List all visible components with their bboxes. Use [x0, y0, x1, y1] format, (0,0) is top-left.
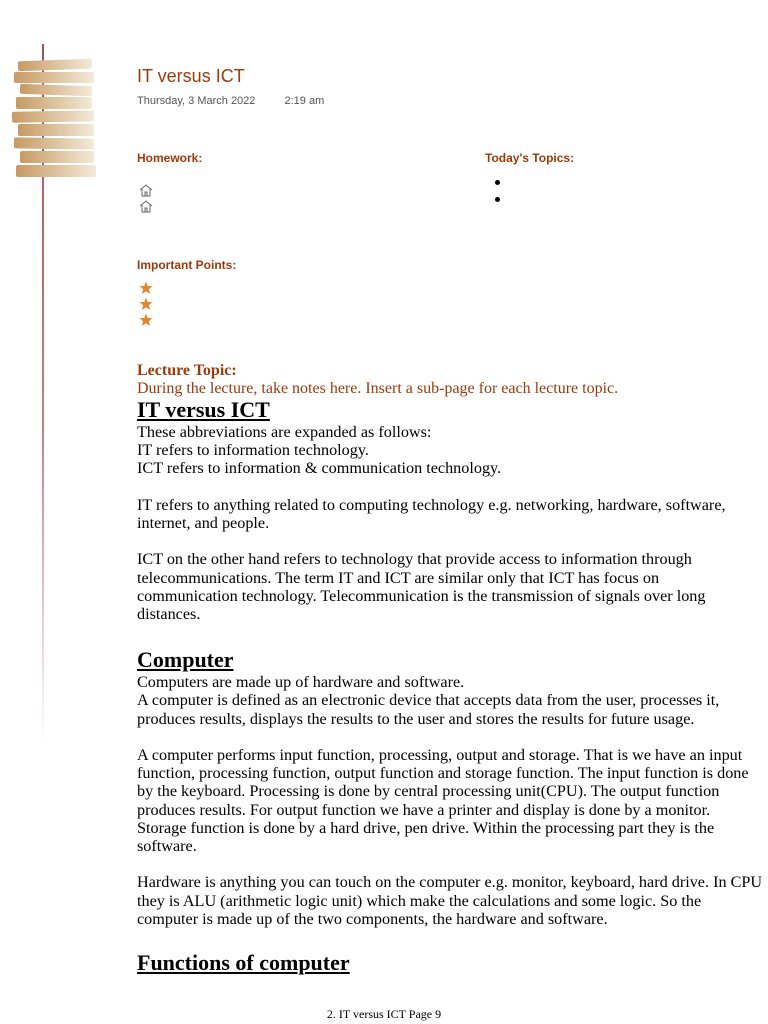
text-line: IT refers to information technology. [137, 441, 369, 460]
notes-content [137, 397, 763, 976]
homework-label: Homework: [137, 151, 203, 165]
paragraph [137, 673, 763, 728]
homework-house-icon [139, 184, 153, 197]
paragraph: A computer performs input function, processing, output and storage. That is we have an input function, processing function, output function and storage function. The input function is done by the keyboard. Processing is done by central processing unit(CPU). The output function produces results. For output function we have a printer and display is done by a monitor. Storage function is done by a hard drive, pen drive. Within the processing part they is the software. [137, 746, 749, 856]
paragraph: IT refers to anything related to computing technology e.g. networking, hardware, software, internet, and people. [137, 495, 726, 532]
paragraph: Hardware is anything you can touch on the computer e.g. monitor, keyboard, hard drive. In CPU they is ALU (arithmetic logic unit) which make the calculations and some logic. So the computer is made up of the two components, the hardware and software. [137, 873, 763, 928]
todays-topics-label: Today's Topics: [485, 151, 575, 165]
section-heading: Computer [137, 647, 234, 673]
star-icon [139, 313, 153, 327]
topic-bullet [495, 197, 500, 202]
topic-bullet [495, 180, 500, 185]
important-points-label: Important Points: [137, 258, 237, 272]
lecture-topic-label: Lecture Topic: [137, 362, 237, 379]
section-heading: Functions of computer [137, 950, 350, 976]
star-icon [139, 297, 153, 311]
section-heading: IT versus ICT [137, 397, 270, 422]
text-line: These abbreviations are expanded as follows: [137, 423, 432, 441]
paragraph [137, 423, 763, 478]
text-line: Computers are made up of hardware and software. [137, 673, 465, 692]
page-footer: 2. IT versus ICT Page 9 [326, 1007, 442, 1021]
text-line: ICT refers to information & communication technology. [137, 459, 502, 478]
page-time: 2:19 am [284, 95, 325, 107]
book-stack-icon [8, 58, 100, 188]
homework-house-icon [139, 200, 153, 213]
lecture-hint: During the lecture, take notes here. Insert a sub-page for each lecture topic. [137, 380, 619, 397]
paragraph: ICT on the other hand refers to technology that provide access to information through telecommunications. The term IT and ICT are similar only that ICT has focus on communication technology. Telecommunication is the transmission of signals over long distances. [137, 550, 706, 623]
page-date: Thursday, 3 March 2022 [137, 95, 256, 107]
page-title: IT versus ICT [137, 66, 245, 86]
text-line: A computer is defined as an electronic device that accepts data from the user, processes it, produces results, displays the results to the user and stores the results for future usage. [137, 691, 720, 728]
page-datetime [137, 95, 324, 107]
star-icon [139, 281, 153, 295]
